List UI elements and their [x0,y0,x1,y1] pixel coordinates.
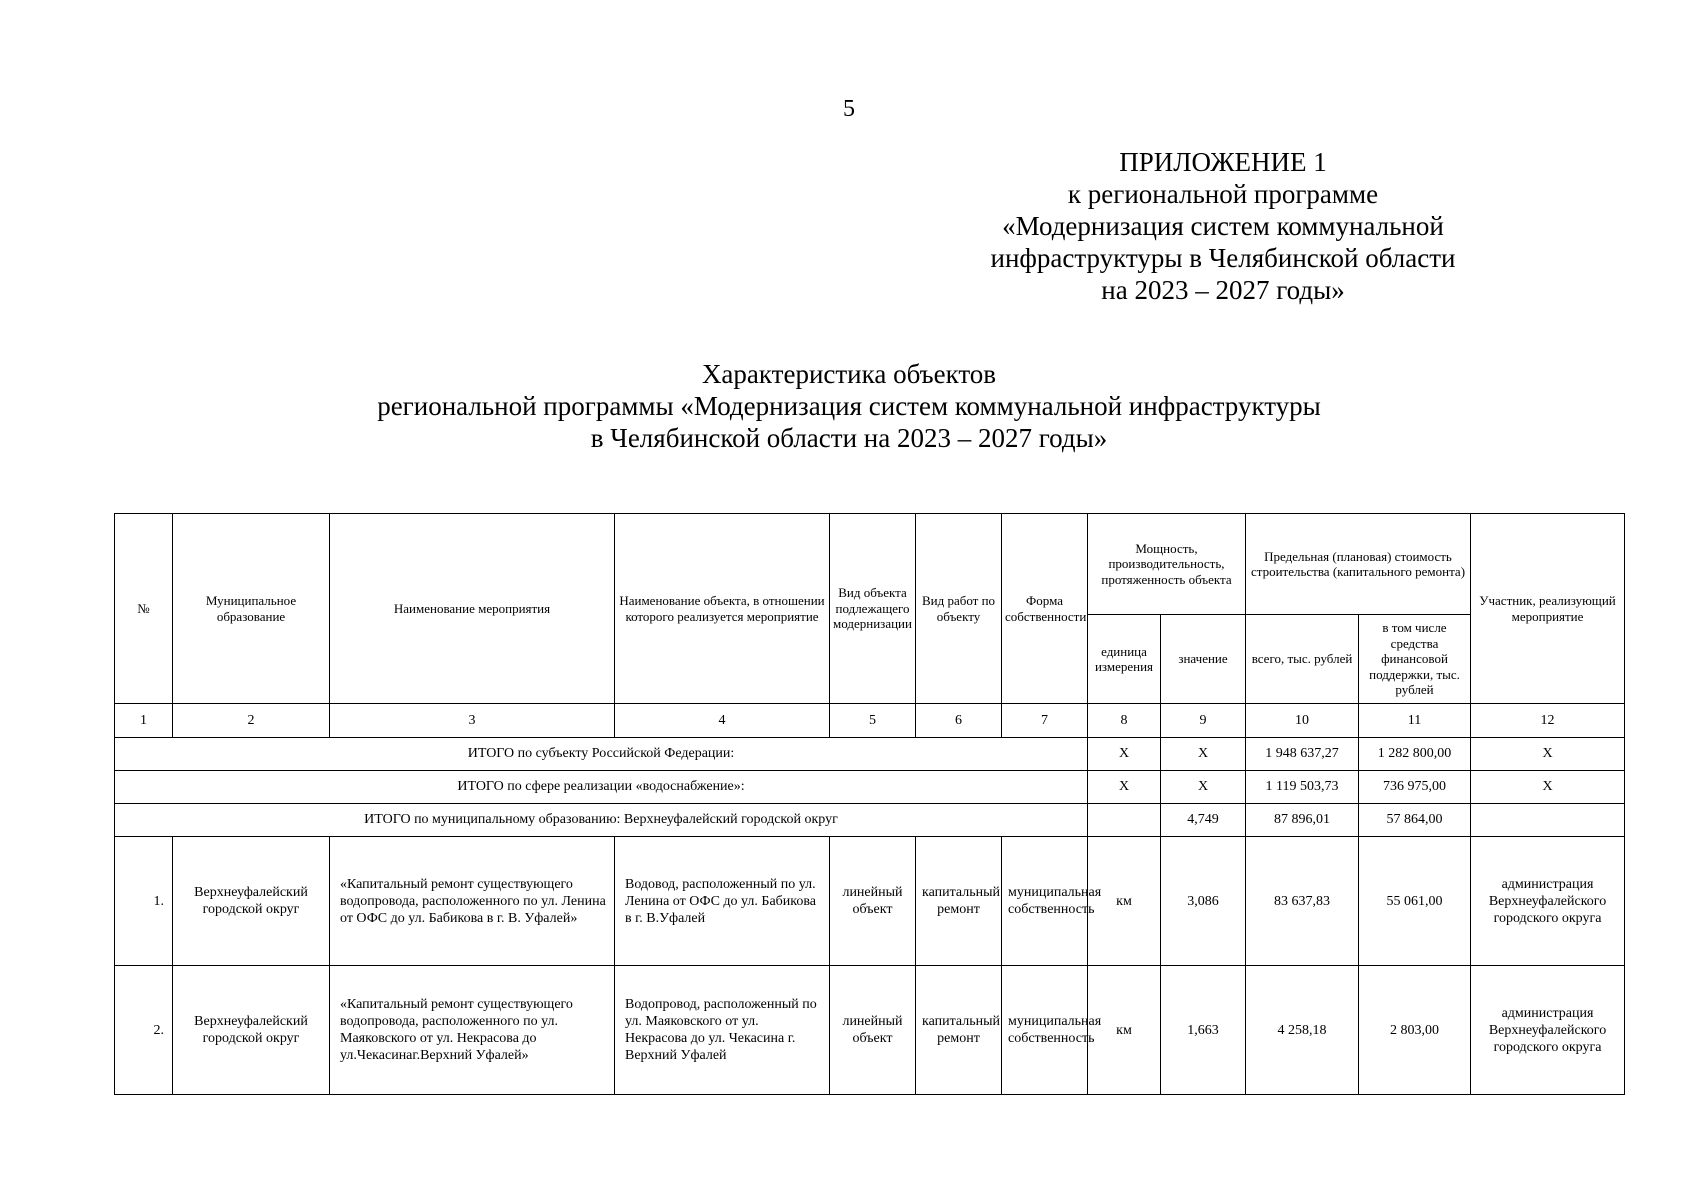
appendix-line: к региональной программе [1067,179,1379,209]
appendix-line: на 2023 – 2027 годы» [1101,275,1345,305]
total-value: X [1161,771,1246,804]
row-event: «Капитальный ремонт существующего водопровода, расположенного по ул. Маяковского от ул. Некрасова до ул.Чекасинаг.Верхний Уфалей» [330,966,615,1095]
total-support: 736 975,00 [1359,771,1471,804]
title-line: в Челябинской области на 2023 – 2027 годы» [590,423,1108,453]
total-value: X [1161,738,1246,771]
row-number: 1. [115,837,173,966]
total-support: 57 864,00 [1359,804,1471,837]
header-cost: Предельная (плановая) стоимость строительства (капитального ремонта) [1246,514,1471,615]
row-work-type: капитальный ремонт [916,837,1002,966]
total-unit: X [1088,738,1161,771]
row-unit: км [1088,966,1161,1095]
total-unit: X [1088,771,1161,804]
header-object-type: Вид объекта подлежащего модернизации [830,514,916,704]
column-number: 9 [1161,704,1246,738]
appendix-line: ПРИЛОЖЕНИЕ 1 [1119,147,1327,177]
appendix-line: инфраструктуры в Челябинской области [990,243,1456,273]
column-number: 12 [1471,704,1625,738]
table-row [115,966,1625,1095]
row-work-type: капитальный ремонт [916,966,1002,1095]
column-number: 1 [115,704,173,738]
table-row [115,837,1625,966]
total-participant: X [1471,771,1625,804]
total-cost: 87 896,01 [1246,804,1359,837]
column-number: 11 [1359,704,1471,738]
total-row-municipality [115,804,1625,837]
row-object: Водопровод, расположенный по ул. Маяковского от ул. Некрасова до ул. Чекасина г. Верхний Уфалей [615,966,830,1095]
header-event-name: Наименование мероприятия [330,514,615,704]
header-work-type: Вид работ по объекту [916,514,1002,704]
header-value: значение [1161,615,1246,704]
header-municipality: Муниципальное образование [173,514,330,704]
row-municipality: Верхнеуфалейский городской округ [173,837,330,966]
row-unit: км [1088,837,1161,966]
objects-table [114,513,1625,1095]
row-cost-support: 55 061,00 [1359,837,1471,966]
column-number: 8 [1088,704,1161,738]
total-participant: X [1471,738,1625,771]
document-title [0,358,1698,454]
header-object-name: Наименование объекта, в отношении которого реализуется мероприятие [615,514,830,704]
row-object-type: линейный объект [830,837,916,966]
column-number: 2 [173,704,330,738]
total-label: ИТОГО по сфере реализации «водоснабжение»: [115,771,1088,804]
row-object: Водовод, расположенный по ул. Ленина от ОФС до ул. Бабикова в г. В.Уфалей [615,837,830,966]
total-row-subject [115,738,1625,771]
row-cost-support: 2 803,00 [1359,966,1471,1095]
row-cost-total: 4 258,18 [1246,966,1359,1095]
row-value: 1,663 [1161,966,1246,1095]
header-num: № [115,514,173,704]
row-participant: администрация Верхнеуфалейского городского округа [1471,837,1625,966]
total-unit [1088,804,1161,837]
header-cost-total: всего, тыс. рублей [1246,615,1359,704]
column-number: 7 [1002,704,1088,738]
appendix-line: «Модернизация систем коммунальной [1002,211,1444,241]
page-number: 5 [843,96,855,122]
row-event: «Капитальный ремонт существующего водопровода, расположенного по ул. Ленина от ОФС до ул. Бабикова в г. В. Уфалей» [330,837,615,966]
title-line: Характеристика объектов [701,359,997,389]
column-number: 4 [615,704,830,738]
header-ownership: Форма собственности [1002,514,1088,704]
appendix-heading [973,146,1473,306]
column-number: 10 [1246,704,1359,738]
column-number: 3 [330,704,615,738]
row-number: 2. [115,966,173,1095]
header-participant: Участник, реализующий мероприятие [1471,514,1625,704]
total-label: ИТОГО по муниципальному образованию: Верхнеуфалейский городской округ [115,804,1088,837]
total-row-water-supply [115,771,1625,804]
header-unit: единица измерения [1088,615,1161,704]
row-ownership: муниципальная собственность [1002,966,1088,1095]
total-value: 4,749 [1161,804,1246,837]
header-cost-support: в том числе средства финансовой поддержки, тыс. рублей [1359,615,1471,704]
row-value: 3,086 [1161,837,1246,966]
total-cost: 1 119 503,73 [1246,771,1359,804]
column-number-row [115,704,1625,738]
header-capacity: Мощность, производительность, протяженность объекта [1088,514,1246,615]
title-line: региональной программы «Модернизация систем коммунальной инфраструктуры [377,391,1321,421]
row-cost-total: 83 637,83 [1246,837,1359,966]
total-participant [1471,804,1625,837]
row-ownership: муниципальная собственность [1002,837,1088,966]
row-municipality: Верхнеуфалейский городской округ [173,966,330,1095]
column-number: 5 [830,704,916,738]
total-support: 1 282 800,00 [1359,738,1471,771]
total-label: ИТОГО по субъекту Российской Федерации: [115,738,1088,771]
header-row [115,514,1625,615]
column-number: 6 [916,704,1002,738]
total-cost: 1 948 637,27 [1246,738,1359,771]
row-participant: администрация Верхнеуфалейского городского округа [1471,966,1625,1095]
row-object-type: линейный объект [830,966,916,1095]
